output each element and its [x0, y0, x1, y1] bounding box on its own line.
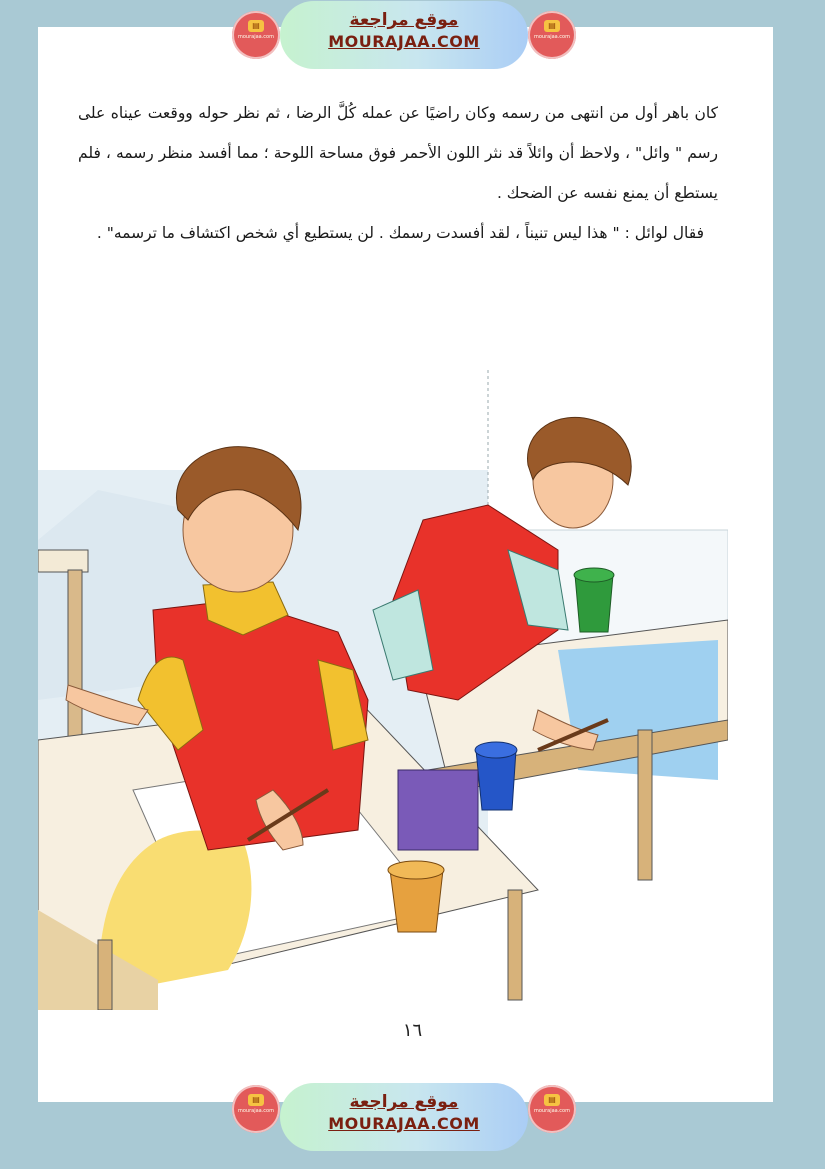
illustration-boys-painting — [38, 370, 728, 1010]
logo-icon: ▤ — [248, 20, 264, 32]
story-text — [78, 93, 718, 253]
story-paragraph: كان باهر أول من انتهى من رسمه وكان راضيًا عن عمله كُلَّ الرضا ، ثم نظر حوله ووقعت عيناه على رسم " وائل" ، ولاحظ أن وائلاً قد نثر اللون الأحمر فوق مساحة اللوحة ؛ مما أفسد منظر رسمه ، فلم يستطع أن يمنع نفسه عن الضحك . — [78, 104, 718, 202]
site-logo-right-bottom[interactable]: ▤ mourajaa.com — [528, 1085, 576, 1133]
site-name-ar[interactable]: موقع مراجعة — [349, 10, 459, 30]
logo-icon: ▤ — [544, 1094, 560, 1106]
site-url[interactable]: MOURAJAA.COM — [328, 32, 480, 51]
story-paragraph: فقال لوائل : " هذا ليس تنيناً ، لقد أفسدت رسمك . لن يستطيع أي شخص اكتشاف ما ترسمه" . — [96, 224, 704, 242]
logo-icon: ▤ — [248, 1094, 264, 1106]
logo-icon: ▤ — [544, 20, 560, 32]
site-logo-left-bottom[interactable]: ▤ mourajaa.com — [232, 1085, 280, 1133]
site-name-ar[interactable]: موقع مراجعة — [349, 1092, 459, 1112]
page-number: ١٦ — [402, 1020, 423, 1041]
site-logo-right[interactable]: ▤ mourajaa.com — [528, 11, 576, 59]
site-banner-top[interactable] — [280, 1, 528, 69]
site-logo-left[interactable]: ▤ mourajaa.com — [232, 11, 280, 59]
site-url[interactable]: MOURAJAA.COM — [328, 1114, 480, 1133]
site-banner-bottom[interactable] — [280, 1083, 528, 1151]
